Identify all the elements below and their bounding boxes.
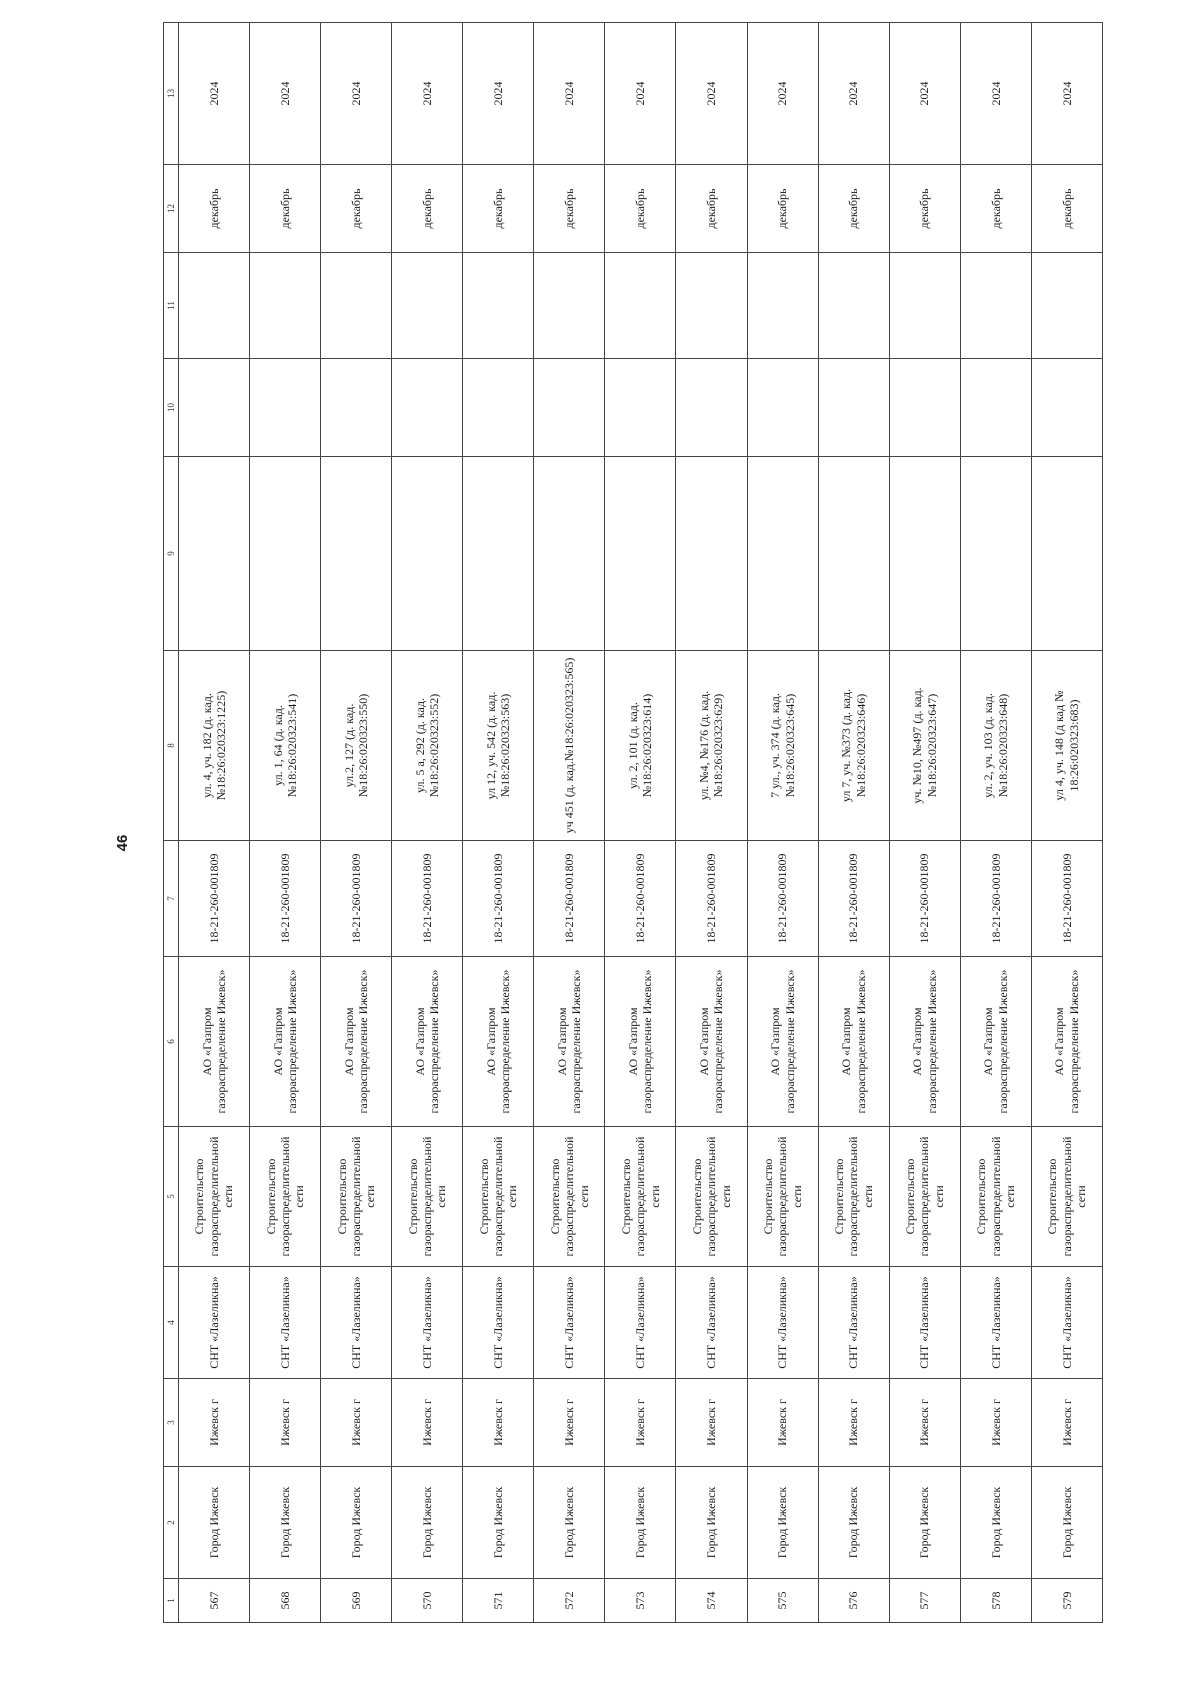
table-row [463,23,534,1623]
organization-cell: АО «Газпром газораспределение Ижевск» [960,957,1031,1127]
column-number-3: 3 [164,1379,179,1467]
month-cell: декабрь [534,165,605,253]
registry-code-cell: 18-21-260-001809 [392,841,463,957]
month-cell: декабрь [1031,165,1102,253]
col-10-cell [605,359,676,457]
territory-cell: СНТ «Лазеликна» [392,1267,463,1379]
row-number-cell: 572 [534,1579,605,1623]
col-10-cell [250,359,321,457]
work-type-cell: Строительство газораспределительной сети [676,1127,747,1267]
column-number-9: 9 [164,457,179,651]
organization-cell: АО «Газпром газораспределение Ижевск» [179,957,250,1127]
address-cell: ул.2, 127 (д. кад.№18:26:020323:550) [321,651,392,841]
municipality-cell: Город Ижевск [321,1467,392,1579]
year-cell: 2024 [534,23,605,165]
organization-cell: АО «Газпром газораспределение Ижевск» [605,957,676,1127]
settlement-cell: Ижевск г [179,1379,250,1467]
settlement-cell: Ижевск г [534,1379,605,1467]
registry-code-cell: 18-21-260-001809 [534,841,605,957]
column-number-6: 6 [164,957,179,1127]
col-9-cell [534,457,605,651]
col-10-cell [179,359,250,457]
month-cell: декабрь [321,165,392,253]
organization-cell: АО «Газпром газораспределение Ижевск» [676,957,747,1127]
settlement-cell: Ижевск г [392,1379,463,1467]
registry-code-cell: 18-21-260-001809 [818,841,889,957]
settlement-cell: Ижевск г [747,1379,818,1467]
work-type-cell: Строительство газораспределительной сети [463,1127,534,1267]
address-cell: уч. №10, №497 (д. кад.№18:26:020323:647) [889,651,960,841]
column-number-8: 8 [164,651,179,841]
municipality-cell: Город Ижевск [605,1467,676,1579]
address-cell: ул. 5 а, 292 (д. кад.№18:26:020323:552) [392,651,463,841]
col-9-cell [676,457,747,651]
municipality-cell: Город Ижевск [818,1467,889,1579]
organization-cell: АО «Газпром газораспределение Ижевск» [534,957,605,1127]
row-number-cell: 569 [321,1579,392,1623]
territory-cell: СНТ «Лазеликна» [534,1267,605,1379]
address-cell: ул. №4, №176 (д. кад.№18:26:020323:629) [676,651,747,841]
col-9-cell [321,457,392,651]
col-10-cell [960,359,1031,457]
territory-cell: СНТ «Лазеликна» [250,1267,321,1379]
table-row [321,23,392,1623]
month-cell: декабрь [392,165,463,253]
col-11-cell [818,253,889,359]
work-type-cell: Строительство газораспределительной сети [818,1127,889,1267]
row-number-cell: 577 [889,1579,960,1623]
settlement-cell: Ижевск г [960,1379,1031,1467]
municipality-cell: Город Ижевск [392,1467,463,1579]
organization-cell: АО «Газпром газораспределение Ижевск» [392,957,463,1127]
address-cell: ул 12, уч. 542 (д. кад.№18:26:020323:563) [463,651,534,841]
work-type-cell: Строительство газораспределительной сети [321,1127,392,1267]
table-row [818,23,889,1623]
column-number-11: 11 [164,253,179,359]
settlement-cell: Ижевск г [605,1379,676,1467]
organization-cell: АО «Газпром газораспределение Ижевск» [463,957,534,1127]
year-cell: 2024 [179,23,250,165]
registry-code-cell: 18-21-260-001809 [889,841,960,957]
col-10-cell [818,359,889,457]
work-type-cell: Строительство газораспределительной сети [747,1127,818,1267]
col-11-cell [321,253,392,359]
year-cell: 2024 [889,23,960,165]
year-cell: 2024 [463,23,534,165]
settlement-cell: Ижевск г [250,1379,321,1467]
registry-code-cell: 18-21-260-001809 [605,841,676,957]
organization-cell: АО «Газпром газораспределение Ижевск» [747,957,818,1127]
col-9-cell [960,457,1031,651]
territory-cell: СНТ «Лазеликна» [1031,1267,1102,1379]
col-11-cell [463,253,534,359]
column-number-7: 7 [164,841,179,957]
work-type-cell: Строительство газораспределительной сети [605,1127,676,1267]
col-11-cell [250,253,321,359]
col-11-cell [1031,253,1102,359]
col-10-cell [463,359,534,457]
col-10-cell [534,359,605,457]
territory-cell: СНТ «Лазеликна» [747,1267,818,1379]
month-cell: декабрь [179,165,250,253]
municipality-cell: Город Ижевск [250,1467,321,1579]
column-number-13: 13 [164,23,179,165]
table-row [960,23,1031,1623]
row-number-cell: 573 [605,1579,676,1623]
month-cell: декабрь [889,165,960,253]
year-cell: 2024 [392,23,463,165]
row-number-cell: 579 [1031,1579,1102,1623]
col-10-cell [321,359,392,457]
row-number-cell: 570 [392,1579,463,1623]
territory-cell: СНТ «Лазеликна» [321,1267,392,1379]
col-9-cell [747,457,818,651]
address-cell: ул. 2, 101 (д. кад.№18:26:020323:614) [605,651,676,841]
territory-cell: СНТ «Лазеликна» [676,1267,747,1379]
address-cell: ул. 4, уч. 182 (д. кад.№18:26:020323:1225) [179,651,250,841]
row-number-cell: 571 [463,1579,534,1623]
municipality-cell: Город Ижевск [179,1467,250,1579]
month-cell: декабрь [463,165,534,253]
col-10-cell [1031,359,1102,457]
year-cell: 2024 [747,23,818,165]
row-number-cell: 567 [179,1579,250,1623]
registry-code-cell: 18-21-260-001809 [676,841,747,957]
col-11-cell [392,253,463,359]
col-11-cell [676,253,747,359]
organization-cell: АО «Газпром газораспределение Ижевск» [250,957,321,1127]
organization-cell: АО «Газпром газораспределение Ижевск» [1031,957,1102,1127]
row-number-cell: 574 [676,1579,747,1623]
column-number-4: 4 [164,1267,179,1379]
municipality-cell: Город Ижевск [960,1467,1031,1579]
column-number-2: 2 [164,1467,179,1579]
col-10-cell [889,359,960,457]
registry-code-cell: 18-21-260-001809 [463,841,534,957]
month-cell: декабрь [250,165,321,253]
col-10-cell [392,359,463,457]
col-9-cell [179,457,250,651]
municipality-cell: Город Ижевск [1031,1467,1102,1579]
col-9-cell [605,457,676,651]
column-number-12: 12 [164,165,179,253]
table-row [605,23,676,1623]
municipality-cell: Город Ижевск [676,1467,747,1579]
col-9-cell [889,457,960,651]
address-cell: ул 7, уч. №373 (д. кад.№18:26:020323:646) [818,651,889,841]
col-10-cell [747,359,818,457]
territory-cell: СНТ «Лазеликна» [818,1267,889,1379]
territory-cell: СНТ «Лазеликна» [605,1267,676,1379]
table-row [534,23,605,1623]
work-type-cell: Строительство газораспределительной сети [1031,1127,1102,1267]
work-type-cell: Строительство газораспределительной сети [250,1127,321,1267]
settlement-cell: Ижевск г [1031,1379,1102,1467]
month-cell: декабрь [960,165,1031,253]
address-cell: 7 ул., уч. 374 (д. кад.№18:26:020323:645) [747,651,818,841]
registry-code-cell: 18-21-260-001809 [747,841,818,957]
col-9-cell [463,457,534,651]
registry-code-cell: 18-21-260-001809 [250,841,321,957]
col-9-cell [1031,457,1102,651]
work-type-cell: Строительство газораспределительной сети [960,1127,1031,1267]
work-type-cell: Строительство газораспределительной сети [392,1127,463,1267]
col-11-cell [605,253,676,359]
month-cell: декабрь [676,165,747,253]
year-cell: 2024 [250,23,321,165]
address-cell: уч 451 (д. кад.№18:26:020323:565) [534,651,605,841]
work-type-cell: Строительство газораспределительной сети [889,1127,960,1267]
registry-code-cell: 18-21-260-001809 [321,841,392,957]
col-9-cell [250,457,321,651]
municipality-cell: Город Ижевск [534,1467,605,1579]
col-11-cell [889,253,960,359]
municipality-cell: Город Ижевск [889,1467,960,1579]
municipality-cell: Город Ижевск [747,1467,818,1579]
territory-cell: СНТ «Лазеликна» [463,1267,534,1379]
territory-cell: СНТ «Лазеликна» [889,1267,960,1379]
year-cell: 2024 [321,23,392,165]
registry-code-cell: 18-21-260-001809 [1031,841,1102,957]
work-type-cell: Строительство газораспределительной сети [179,1127,250,1267]
organization-cell: АО «Газпром газораспределение Ижевск» [321,957,392,1127]
col-10-cell [676,359,747,457]
column-number-1: 1 [164,1579,179,1623]
territory-cell: СНТ «Лазеликна» [960,1267,1031,1379]
settlement-cell: Ижевск г [889,1379,960,1467]
table-row [250,23,321,1623]
registry-table-sheet [163,23,1103,1623]
address-cell: ул 4, уч. 148 (д кад № 18:26:020323:683) [1031,651,1102,841]
table-row [889,23,960,1623]
col-9-cell [818,457,889,651]
address-cell: ул. 2, уч. 103 (д. кад.№18:26:020323:648) [960,651,1031,841]
table-row [1031,23,1102,1623]
col-11-cell [747,253,818,359]
page-number: 46 [114,834,131,852]
col-11-cell [179,253,250,359]
month-cell: декабрь [605,165,676,253]
row-number-cell: 578 [960,1579,1031,1623]
column-number-10: 10 [164,359,179,457]
year-cell: 2024 [676,23,747,165]
registry-code-cell: 18-21-260-001809 [960,841,1031,957]
col-11-cell [534,253,605,359]
row-number-cell: 575 [747,1579,818,1623]
settlement-cell: Ижевск г [321,1379,392,1467]
column-number-row [164,23,179,1623]
year-cell: 2024 [818,23,889,165]
organization-cell: АО «Газпром газораспределение Ижевск» [818,957,889,1127]
col-11-cell [960,253,1031,359]
settlement-cell: Ижевск г [463,1379,534,1467]
table-body [164,23,1103,1623]
table-row [747,23,818,1623]
year-cell: 2024 [605,23,676,165]
registry-table [163,22,1103,1623]
row-number-cell: 568 [250,1579,321,1623]
month-cell: декабрь [818,165,889,253]
col-9-cell [392,457,463,651]
settlement-cell: Ижевск г [818,1379,889,1467]
year-cell: 2024 [960,23,1031,165]
table-row [392,23,463,1623]
municipality-cell: Город Ижевск [463,1467,534,1579]
column-number-5: 5 [164,1127,179,1267]
table-row [676,23,747,1623]
month-cell: декабрь [747,165,818,253]
territory-cell: СНТ «Лазеликна» [179,1267,250,1379]
organization-cell: АО «Газпром газораспределение Ижевск» [889,957,960,1127]
settlement-cell: Ижевск г [676,1379,747,1467]
table-row [179,23,250,1623]
address-cell: ул. 1, 64 (д. кад.№18:26:020323:541) [250,651,321,841]
year-cell: 2024 [1031,23,1102,165]
registry-code-cell: 18-21-260-001809 [179,841,250,957]
work-type-cell: Строительство газораспределительной сети [534,1127,605,1267]
row-number-cell: 576 [818,1579,889,1623]
